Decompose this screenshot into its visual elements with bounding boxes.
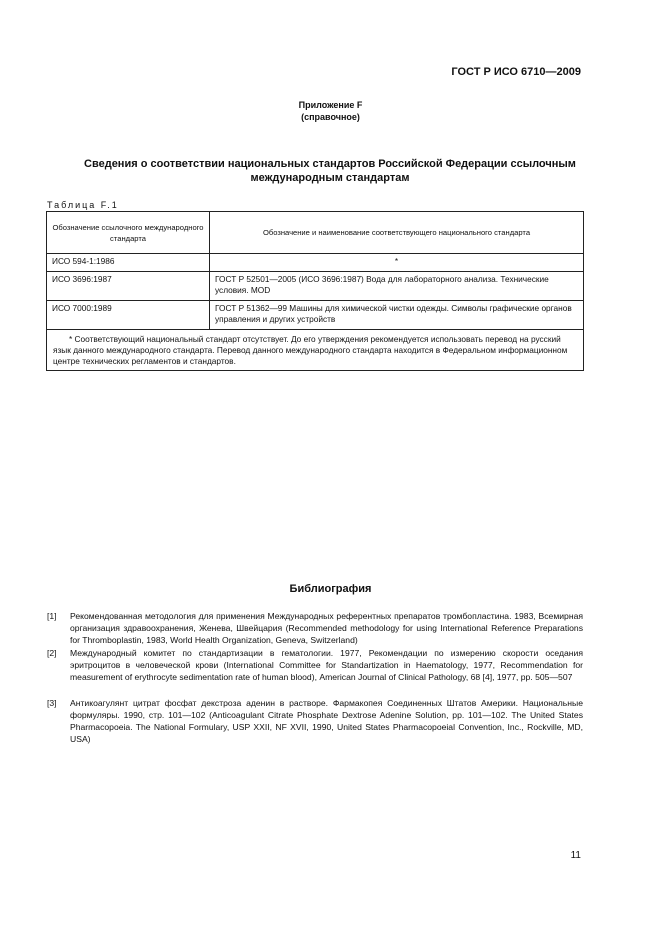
- table-row: [47, 254, 584, 272]
- bibliography-number: [2]: [47, 648, 57, 658]
- standard-code: ГОСТ Р ИСО 6710—2009: [451, 66, 581, 78]
- correspondence-table: [46, 211, 584, 371]
- intl-standard-cell: ИСО 3696:1987: [47, 272, 210, 301]
- table-header-row: [47, 212, 584, 254]
- appendix-subtitle: (справочное): [301, 112, 360, 122]
- bibliography-item: [47, 647, 583, 683]
- table-row: [47, 272, 584, 301]
- intl-standard-cell: ИСО 7000:1989: [47, 301, 210, 330]
- column-header-national: Обозначение и наименование соответствующего национального стандарта: [210, 212, 584, 254]
- table-label: Таблица F.1: [47, 200, 119, 210]
- bibliography-text: Международный комитет по стандартизации в гематологии. 1977, Рекомендации по измерению скорости оседания эритроцитов в человеческой крови (International Committee for Standartization in Haematology, 1977, Recommendation for measurement of erythrocyte sedimentation rate of human blood), American Journal of Clinical Pathology, 68 [4], 1977, pp. 505—507: [70, 648, 583, 682]
- table-footnote-row: [47, 330, 584, 371]
- national-standard-cell: ГОСТ Р 52501—2005 (ИСО 3696:1987) Вода для лабораторного анализа. Технические условия. MOD: [210, 272, 584, 301]
- national-standard-cell: ГОСТ Р 51362—99 Машины для химической чистки одежды. Символы графические органов управления и других устройств: [210, 301, 584, 330]
- bibliography-text: Антикоагулянт цитрат фосфат декстроза аденин в растворе. Фармакопея Соединенных Штатов Америки. Национальные формуляры. 1990, стр. 101—102 (Anticoagulant Citrate Phosphate Dextrose Adenine Solution, pp. 101—102. The United States Pharmacopoeia. The National Formulary, USP XXII, NF XVII, 1990, United States Pharmacopoeial Convention, Inc., Rockville, MD, USA): [70, 698, 583, 744]
- bibliography-item: [47, 697, 583, 745]
- table-footnote: * Соответствующий национальный стандарт отсутствует. До его утверждения рекомендуется использовать перевод на русский язык данного международного стандарта. Перевод данного международного стандарта находится в Федеральном информационном центре технических регламентов и стандартов.: [47, 330, 584, 371]
- page-number: 11: [570, 850, 581, 861]
- bibliography-title: Библиография: [289, 583, 372, 595]
- appendix-heading: [0, 99, 661, 123]
- intl-standard-cell: ИСО 594-1:1986: [47, 254, 210, 272]
- national-standard-cell: *: [210, 254, 584, 272]
- bibliography-item: [47, 610, 583, 646]
- table-row: [47, 301, 584, 330]
- column-header-intl: Обозначение ссылочного международного стандарта: [47, 212, 210, 254]
- section-title: Сведения о соответствии национальных стандартов Российской Федерации ссылочным международным стандартам: [84, 158, 576, 184]
- bibliography-number: [1]: [47, 611, 57, 621]
- bibliography-number: [3]: [47, 698, 57, 708]
- bibliography-text: Рекомендованная методология для применения Международных референтных препаратов тромбопластина. 1983, Всемирная организация здравоохранения, Женева, Швейцария (Recommended methodology for using International Reference Preparations for Thromboplastin, 1983, World Health Organization, Geneva, Switzerland): [70, 611, 583, 645]
- appendix-title: Приложение F: [298, 100, 363, 110]
